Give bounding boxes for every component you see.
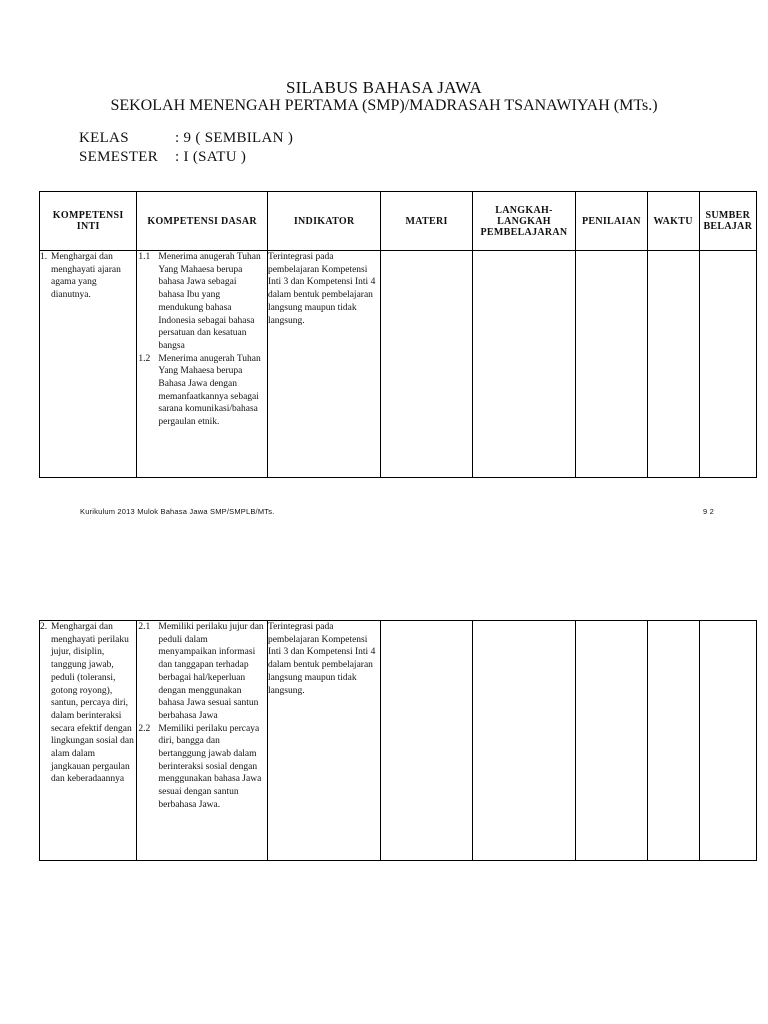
table-row <box>40 251 757 478</box>
kd-number: 1.2 <box>138 353 151 364</box>
footer-text: Kurikulum 2013 Mulok Bahasa Jawa SMP/SMPLB/MTs. <box>80 507 275 516</box>
col-header-waktu: WAKTU <box>647 192 699 251</box>
kd-number: 2.2 <box>138 723 151 734</box>
kd-item <box>137 723 267 812</box>
col-header-sumber: SUMBER BELAJAR <box>699 192 756 251</box>
materi-cell <box>381 621 472 861</box>
kd-text: Memiliki perilaku percaya diri, bangga dan bertanggung jawab dalam berinteraksi sosial dengan menggunakan bahasa Jawa sesuai dengan santun berbahasa Jawa. <box>158 723 262 810</box>
table-row <box>40 621 757 861</box>
waktu-cell <box>647 251 699 478</box>
kd-number: 2.1 <box>138 622 151 632</box>
col-header-materi: MATERI <box>381 192 472 251</box>
ki-text: Menghargai dan menghayati ajaran agama yang dianutnya. <box>51 252 121 301</box>
penilaian-cell <box>576 621 647 861</box>
indikator-cell: Terintegrasi pada pembelajaran Kompetensi Inti 3 dan Kompetensi Inti 4 dalam bentuk pembelajaran langsung maupun tidak langsung. <box>267 251 380 478</box>
semester-value: : I (SATU ) <box>175 149 247 165</box>
waktu-cell <box>647 621 699 861</box>
document-subtitle: SEKOLAH MENENGAH PERTAMA (SMP)/MADRASAH TSANAWIYAH (MTs.) <box>110 97 658 114</box>
syllabus-table-page2 <box>39 620 757 861</box>
semester-line <box>79 149 246 166</box>
kd-cell <box>137 251 268 478</box>
sumber-cell <box>699 251 756 478</box>
indikator-cell: Terintegrasi pada pembelajaran Kompetensi Inti 3 dan Kompetensi Inti 4 dalam bentuk pembelajaran langsung maupun tidak langsung. <box>267 621 380 861</box>
kd-cell <box>137 621 268 861</box>
col-header-langkah: LANGKAH-LANGKAH PEMBELAJARAN <box>472 192 575 251</box>
ki-text: Menghargai dan menghayati perilaku jujur, disiplin, tanggung jawab, peduli (toleransi, gotong royong), santun, percaya diri, dalam berinteraksi secara efektif dengan lingkungan sosial dan alam dalam jangkauan pergaulan dan keberadaannya <box>51 622 134 785</box>
ki-number: 1. <box>40 252 48 262</box>
table-header-row <box>40 192 757 251</box>
col-header-kompetensi-inti: KOMPETENSI INTI <box>40 192 137 251</box>
kd-text: Menerima anugerah Tuhan Yang Mahaesa berupa bahasa Jawa sebagai bahasa Ibu yang mendukung bahasa Indonesia sebagai bahasa persatuan dan kesatuan bangsa <box>158 252 261 351</box>
kd-text: Menerima anugerah Tuhan Yang Mahaesa berupa Bahasa Jawa dengan memanfaatkannya sebagai sarana komunikasi/bahasa pergaulan etnik. <box>158 353 261 428</box>
syllabus-table-page1 <box>39 191 757 478</box>
document-title: SILABUS BAHASA JAWA <box>285 78 483 97</box>
materi-cell <box>381 251 472 478</box>
kd-item <box>137 251 267 353</box>
langkah-cell <box>472 621 575 861</box>
kelas-value: : 9 ( SEMBILAN ) <box>175 130 294 146</box>
kd-item <box>137 353 267 429</box>
kd-text: Memiliki perilaku jujur dan peduli dalam menyampaikan informasi dan tanggapan terhadap berbagai hal/keperluan dengan menggunakan bahasa Jawa sesuai santun berbahasa Jawa <box>158 622 264 721</box>
kd-number: 1.1 <box>138 252 151 262</box>
ki-number: 2. <box>40 622 48 632</box>
col-header-kompetensi-dasar: KOMPETENSI DASAR <box>137 192 268 251</box>
ki-cell <box>40 621 137 861</box>
penilaian-cell <box>576 251 647 478</box>
col-header-penilaian: PENILAIAN <box>576 192 647 251</box>
semester-label: SEMESTER <box>79 149 159 165</box>
sumber-cell <box>699 621 756 861</box>
kelas-line <box>79 130 293 147</box>
kd-item <box>137 621 267 723</box>
ki-cell <box>40 251 137 478</box>
langkah-cell <box>472 251 575 478</box>
page-number: 9 2 <box>703 507 715 516</box>
kelas-label: KELAS <box>79 130 129 146</box>
col-header-indikator: INDIKATOR <box>267 192 380 251</box>
